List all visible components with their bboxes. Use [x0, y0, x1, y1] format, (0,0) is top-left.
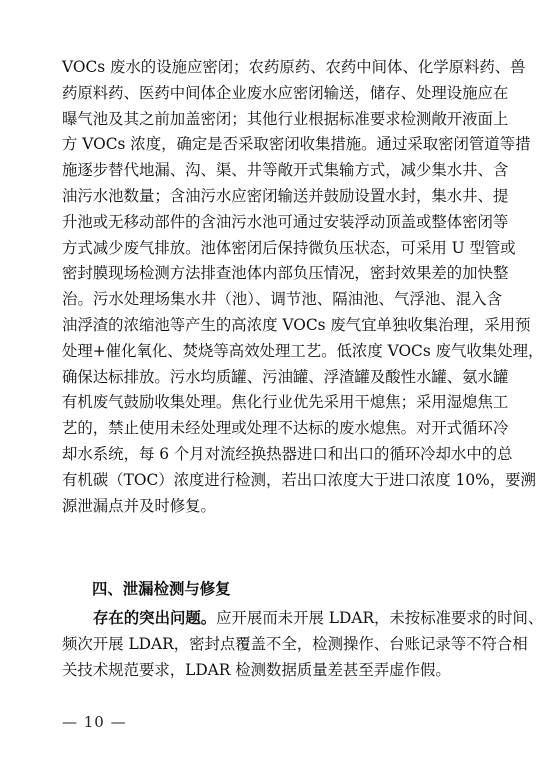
text-line: 源泄漏点并及时修复。: [62, 496, 216, 515]
text-line: 有机碳（TOC）浓度进行检测，若出口浓度大于进口浓度 10%，要溯: [62, 470, 536, 489]
text-line: 艺的，禁止使用未经处理或处理不达标的废水熄焦。对开式循环冷: [62, 419, 509, 438]
text-line: 曝气池及其之前加盖密闭；其他行业根据标准要求检测敞开液面上: [62, 109, 509, 128]
text-line: 油浮渣的浓缩池等产生的高浓度 VOCs 废气宜单独收集治理，采用预: [62, 315, 531, 334]
text-line: 却水系统，每 6 个月对流经换热器进口和出口的循环冷却水中的总: [62, 444, 513, 463]
text-line: 油污水池数量；含油污水应密闭输送并鼓励设置水封，集水井、提: [62, 186, 509, 205]
text-line: 关技术规范要求，LDAR 检测数据质量差甚至弄虚作假。: [62, 660, 451, 679]
text-line: 药原料药、医药中间体企业废水应密闭输送，储存、处理设施应在: [62, 83, 509, 102]
text-line: VOCs 废水的设施应密闭；农药原药、农药中间体、化学原料药、兽: [62, 58, 526, 76]
section-heading: 四、泄漏检测与修复: [92, 580, 231, 598]
text-line: 频次开展 LDAR，密封点覆盖不全，检测操作、台账记录等不符合相: [62, 634, 528, 653]
section-paragraph: [62, 606, 544, 683]
text-line: 方式减少废气排放。池体密闭后保持微负压状态，可采用 U 型管或: [62, 238, 516, 257]
lead-continuation: 应开展而未开展 LDAR，未按标准要求的时间、: [216, 609, 544, 627]
text-line: 有机废气鼓励收集处理。焦化行业优先采用干熄焦；采用湿熄焦工: [62, 393, 509, 412]
text-line: 治。污水处理场集水井（池）、调节池、隔油池、气浮池、混入含: [62, 290, 502, 309]
lead-phrase: 存在的突出问题。: [93, 609, 217, 627]
text-line: 确保达标排放。污水均质罐、污油罐、浮渣罐及酸性水罐、氨水罐: [62, 367, 509, 386]
text-line: 密封膜现场检测方法排查池体内部负压情况，密封效果差的加快整: [62, 264, 509, 283]
body-paragraph: [62, 55, 544, 519]
text-line: 处理+催化氧化、焚烧等高效处理工艺。低浓度 VOCs 废气收集处理，: [62, 341, 544, 360]
text-line: 施逐步替代地漏、沟、渠、井等敞开式集输方式，减少集水井、含: [62, 161, 509, 180]
text-line: 升池或无移动部件的含油污水池可通过安装浮动顶盖或整体密闭等: [62, 212, 509, 231]
text-line: [62, 606, 544, 632]
page-number: — 10 —: [62, 713, 127, 731]
text-line: 方 VOCs 浓度，确定是否采取密闭收集措施。通过采取密闭管道等措: [62, 135, 531, 154]
